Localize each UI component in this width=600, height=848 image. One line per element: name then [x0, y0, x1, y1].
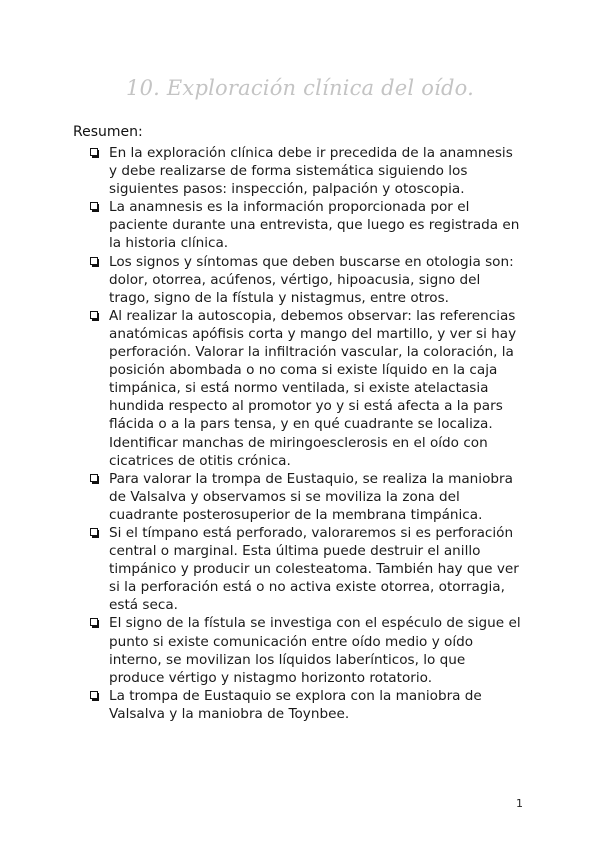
- list-item: [90, 614, 522, 686]
- list-item-text: Los signos y síntomas que deben buscarse en otologia son: dolor, otorrea, acúfenos, vértigo, hipoacusia, signo del trago, signo de la fístula y nistagmus, entre otros.: [109, 253, 514, 306]
- checkbox-bullet-icon: [90, 474, 100, 484]
- list-item: [90, 253, 522, 307]
- list-item-text: El signo de la fístula se investiga con el espéculo de sigue el punto si existe comunicación entre oído medio y oído interno, se movilizan los líquidos laberínticos, lo que produce vértigo y nistagmo horizonto rotatorio.: [109, 615, 521, 686]
- bullet-list: [90, 144, 522, 723]
- list-item-text: La anamnesis es la información proporcionada por el paciente durante una entrevista, que luego es registrada en la historia clínica.: [109, 199, 520, 252]
- checkbox-bullet-icon: [90, 618, 100, 628]
- list-item-text: En la exploración clínica debe ir precedida de la anamnesis y debe realizarse de forma sistemática siguiendo los siguientes pasos: inspección, palpación y otoscopia.: [109, 145, 513, 198]
- summary-label: Resumen:: [73, 124, 143, 140]
- checkbox-bullet-icon: [90, 691, 100, 701]
- list-item-text: La trompa de Eustaquio se explora con la maniobra de Valsalva y la maniobra de Toynbee.: [109, 687, 482, 722]
- page-number: 1: [516, 797, 523, 810]
- checkbox-bullet-icon: [90, 311, 100, 321]
- list-item-text: Si el tímpano está perforado, valoraremos si es perforación central o marginal. Esta última puede destruir el anillo timpánico y producir un colesteatoma. También hay que ver si la perforación está o no activa existe otorrea, otorragia, está seca.: [109, 524, 519, 614]
- list-item: [90, 524, 522, 614]
- checkbox-bullet-icon: [90, 257, 100, 267]
- list-item: [90, 470, 522, 524]
- list-item: [90, 307, 522, 470]
- checkbox-bullet-icon: [90, 202, 100, 212]
- page-title: 10. Exploración clínica del oído.: [126, 76, 474, 100]
- list-item-text: Para valorar la trompa de Eustaquio, se realiza la maniobra de Valsalva y observamos si se moviliza la zona del cuadrante posterosuperior de la membrana timpánica.: [109, 470, 513, 523]
- list-item: [90, 198, 522, 252]
- checkbox-bullet-icon: [90, 148, 100, 158]
- list-item: [90, 144, 522, 198]
- list-item: [90, 687, 522, 723]
- checkbox-bullet-icon: [90, 528, 100, 538]
- list-item-text: Al realizar la autoscopia, debemos observar: las referencias anatómicas apófisis corta y mango del martillo, y ver si hay perforación. Valorar la infiltración vascular, la coloración, la posición abombada o no coma si existe líquido en la caja timpánica, si está normo ventilada, si existe atelactasia hundida respecto al promotor yo y si está afecta a la pars flácida o a la pars tensa, y en qué cuadrante se localiza. Identificar manchas de miringoesclerosis en el oído con cicatrices de otitis crónica.: [109, 307, 517, 469]
